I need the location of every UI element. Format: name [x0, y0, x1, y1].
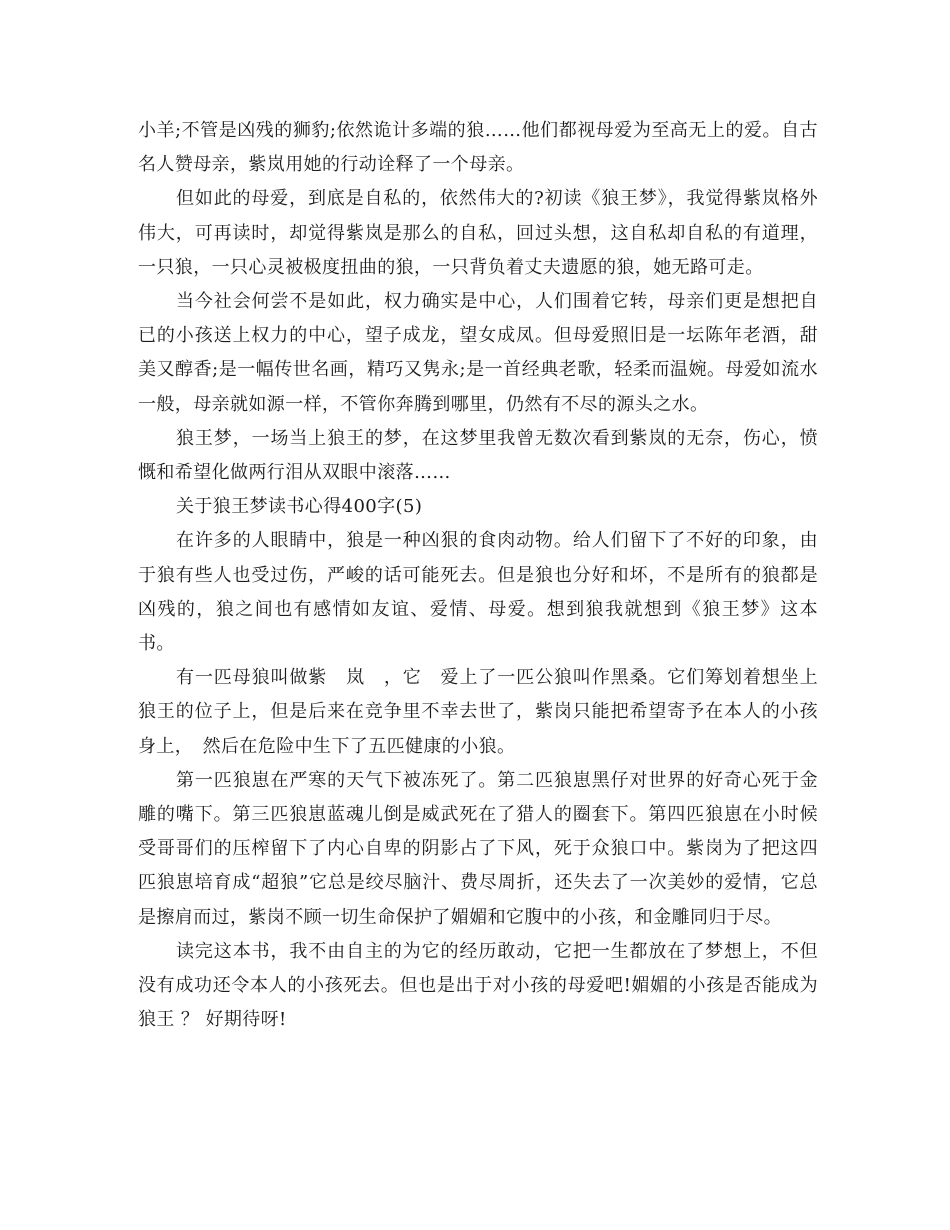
section-heading: 关于狼王梦读书心得400字(5) — [176, 496, 423, 518]
paragraph-7: 第一匹狼崽在严寒的天气下被冻死了。第二匹狼崽黑仔对世界的好奇心死于金雕的嘴下。第三匹狼崽蓝魂儿倒是威武死在了猎人的圈套下。第四匹狼崽在小时候受哥哥们的压榨留下了内心自卑的阴影占了下风，死于众狼口中。紫岗为了把这四匹狼崽培育成“超狼”它总是绞尽脑汁、费尽周折，还失去了一次美妙的爱情，它总是擦肩而过，紫岗不顾一切生命保护了媚媚和它腹中的小孩，和金雕同归于尽。 — [138, 769, 818, 928]
paragraph-8: 读完这本书，我不由自主的为它的经历敢动，它把一生都放在了梦想上，不但没有成功还令本人的小孩死去。但也是出于对小孩的母爱吧!媚媚的小孩是否能成为狼王 ？ 好期待呀! — [138, 940, 818, 1031]
paragraph-5: 在许多的人眼睛中，狼是一种凶狠的食肉动物。给人们留下了不好的印象，由于狼有些人也受过伤，严峻的话可能死去。但是狼也分好和坏，不是所有的狼都是凶残的，狼之间也有感情如友谊、爱情、母爱。想到狼我就想到《狼王梦》这本书。 — [138, 530, 818, 655]
paragraph-3: 当今社会何尝不是如此，权力确实是中心，人们围着它转，母亲们更是想把自已的小孩送上权力的中心，望子成龙，望女成凤。但母爱照旧是一坛陈年老酒，甜美又醇香;是一幅传世名画，精巧又隽永;是一首经典老歌，轻柔而温婉。母爱如流水一般，母亲就如源一样，不管你奔腾到哪里，仍然有不尽的源头之水。 — [138, 291, 818, 415]
paragraph-2: 但如此的母爱，到底是自私的，依然伟大的?初读《狼王梦》，我觉得紫岚格外伟大，可再读时，却觉得紫岚是那么的自私，回过头想，这自私却自私的有道理，一只狼，一只心灵被极度扭曲的狼，一只背负着丈夫遗愿的狼，她无路可走。 — [138, 188, 818, 278]
paragraph-6: 有一匹母狼叫做紫 岚 ，它 爱上了一匹公狼叫作黑桑。它们筹划着想坐上狼王的位子上，但是后来在竞争里不幸去世了，紫岗只能把希望寄予在本人的小孩身上， 然后在危险中生下了五匹健康的小狼。 — [138, 667, 818, 757]
paragraph-1: 小羊;不管是凶残的狮豹;依然诡计多端的狼……他们都视母爱为至高无上的爱。自古名人赞母亲，紫岚用她的行动诠释了一个母亲。 — [138, 120, 818, 176]
document-body — [138, 114, 818, 1037]
paragraph-4: 狼王梦，一场当上狼王的梦，在这梦里我曾无数次看到紫岚的无奈，伤心，愤慨和希望化做两行泪从双眼中滚落…… — [138, 427, 818, 484]
